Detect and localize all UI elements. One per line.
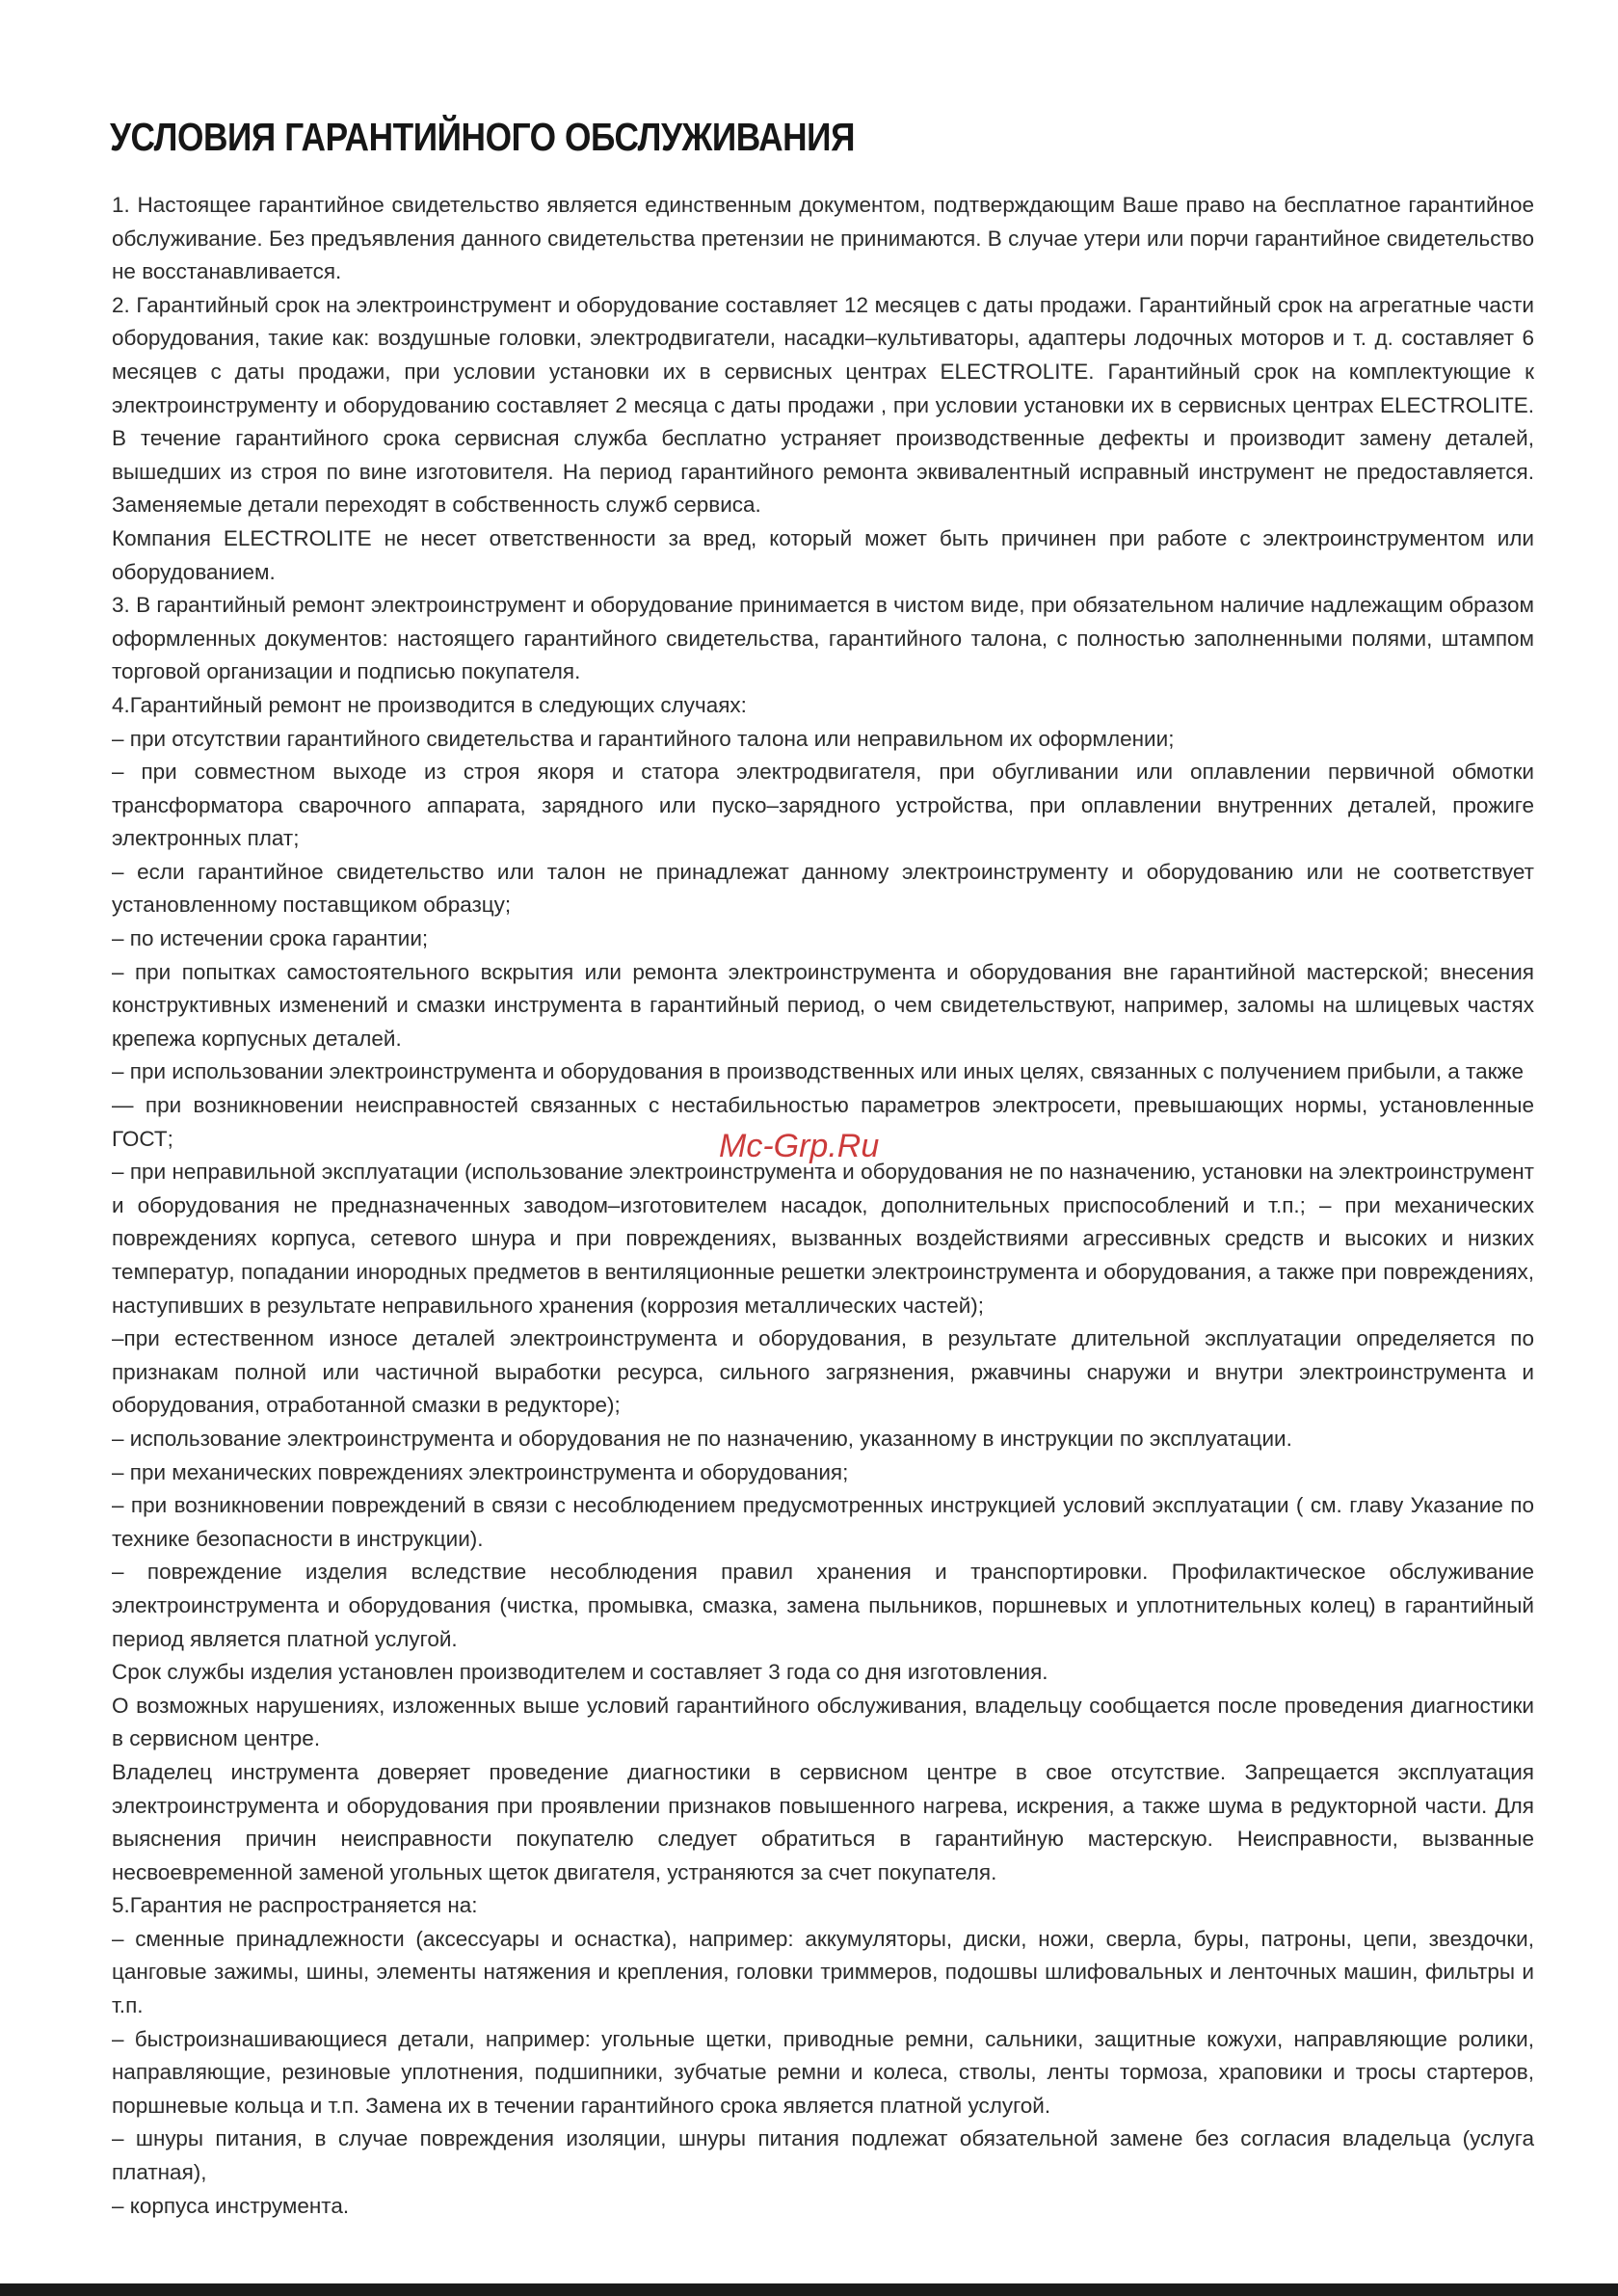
list-item: — при возникновении неисправностей связанных с нестабильностью параметров электросети, превышающих нормы, установленные ГОСТ; [112,1093,1534,1151]
paragraph: 2. Гарантийный срок на электроинструмент и оборудование составляет 12 месяцев с даты продажи. Гарантийный срок на агрегатные части оборудования, такие как: воздушные головки, электродвигатели, насадки–культиваторы, адаптеры лодочных моторов и т. д. составляет 6 месяцев с даты продажи, при условии установки их в сервисных центрах ELECTROLITE. Гарантийный срок на комплектующие к электроинструменту и оборудованию составляет 2 месяца с даты продажи , при условии установки их в сервисных центрах ELECTROLITE. В течение гарантийного срока сервисная служба бесплатно устраняет производственные дефекты и производит замену деталей, вышедших из строя по вине изготовителя. На период гарантийного ремонта эквивалентный исправный инструмент не предоставляется. Заменяемые детали переходят в собственность служб сервиса. [112,292,1534,518]
paragraph: 5.Гарантия не распространяется на: [112,1893,478,1918]
list-item: – по истечении срока гарантии; [112,926,429,951]
list-item: – если гарантийное свидетельство или талон не принадлежат данному электроинструменту и оборудованию или не соответствует установленному поставщиком образцу; [112,859,1534,918]
list-item: – использование электроинструмента и оборудования не по назначению, указанному в инструкции по эксплуатации. [112,1426,1292,1451]
paragraph: О возможных нарушениях, изложенных выше условий гарантийного обслуживания, владельцу сообщается после проведения диагностики в сервисном центре. [112,1693,1534,1751]
list-item: – сменные принадлежности (аксессуары и оснастка), например: аккумуляторы, диски, ножи, сверла, буры, патроны, цепи, звездочки, цанговые зажимы, шины, элементы натяжения и крепления, головки триммеров, подошвы шлифовальных и ленточных машин, фильтры и т.п. [112,1926,1534,2018]
list-item: –при естественном износе деталей электроинструмента и оборудования, в результате длительной эксплуатации определяется по признакам полной или частичной выработки ресурса, сильного загрязнения, ржавчины снаружи и внутри электроинструмента и оборудования, отработанной смазки в редукторе); [112,1326,1534,1418]
paragraph: 3. В гарантийный ремонт электроинструмент и оборудование принимается в чистом виде, при обязательном наличие надлежащим образом оформленных документов: настоящего гарантийного свидетельства, гарантийного талона, с полностью заполненными полями, штампом торговой организации и подписью покупателя. [112,593,1534,684]
list-item: – шнуры питания, в случае повреждения изоляции, шнуры питания подлежат обязательной замене без согласия владельца (услуга платная), [112,2126,1534,2185]
warranty-conditions-text [112,189,1534,2223]
list-item: – корпуса инструмента. [112,2193,350,2218]
page-title: УСЛОВИЯ ГАРАНТИЙНОГО ОБСЛУЖИВАНИЯ [110,115,855,159]
paragraph: Компания ELECTROLITE не несет ответственности за вред, который может быть причинен при работе с электроинструментом или оборудованием. [112,525,1534,584]
bottom-border [0,2283,1618,2296]
paragraph: Владелец инструмента доверяет проведение диагностики в сервисном центре в свое отсутствие. Запрещается эксплуатация электроинструмента и оборудования при проявлении признаков повышенного нагрева, искрения, а также шума в редукторной части. Для выяснения причин неисправности покупателю следует обратиться в гарантийную мастерскую. Неисправности, вызванные несвоевременной заменой угольных щеток двигателя, устраняются за счет покупателя. [112,1759,1534,1884]
list-item: – при совместном выходе из строя якоря и статора электродвигателя, при обугливании или оплавлении первичной обмотки трансформатора сварочного аппарата, зарядного или пуско–зарядного устройства, при оплавлении внутренних деталей, прожиге электронных плат; [112,760,1534,851]
list-item: – при неправильной эксплуатации (использование электроинструмента и оборудования не по назначению, установки на электроинструмент и оборудования не предназначенных заводом–изготовителем насадок, дополнительных приспособлений и т.п.; – при механических повреждениях корпуса, сетевого шнура и при повреждениях, вызванных воздействиями агрессивных средств и высоких и низких температур, попадании инородных предметов в вентиляционные решетки электроинструмента и оборудования, а также при повреждениях, наступивших в результате неправильного хранения (коррозия металлических частей); [112,1160,1534,1318]
list-item: – повреждение изделия вследствие несоблюдения правил хранения и транспортировки. Профилактическое обслуживание электроинструмента и оборудования (чистка, промывка, смазка, замена пыльников, поршневых и уплотнительных колец) в гарантийный период является платной услугой. [112,1560,1534,1651]
list-item: – при использовании электроинструмента и оборудования в производственных или иных целях, связанных с получением прибыли, а также [112,1059,1525,1084]
list-item: – при возникновении повреждений в связи с несоблюдением предусмотренных инструкцией условий эксплуатации ( см. главу Указание по технике безопасности в инструкции). [112,1493,1534,1551]
list-item: – при отсутствии гарантийного свидетельства и гарантийного талона или неправильном их оформлении; [112,726,1175,751]
watermark-text: Mc-Grp.Ru [719,1128,880,1164]
paragraph: Срок службы изделия установлен производителем и составляет 3 года со дня изготовления. [112,1660,1048,1685]
list-item: – быстроизнашивающиеся детали, например: угольные щетки, приводные ремни, сальники, защитные кожухи, направляющие ролики, направляющие, резиновые уплотнения, подшипники, зубчатые ремни и колеса, стволы, ленты тормоза, храповики и тросы стартеров, поршневые кольца и т.п. Замена их в течении гарантийного срока является платной услугой. [112,2026,1534,2118]
list-item: – при попытках самостоятельного вскрытия или ремонта электроинструмента и оборудования вне гарантийной мастерской; внесения конструктивных изменений и смазки инструмента в гарантийный период, о чем свидетельствуют, например, заломы на шлицевых частях крепежа корпусных деталей. [112,959,1534,1051]
list-item: – при механических повреждениях электроинструмента и оборудования; [112,1459,849,1484]
paragraph: 4.Гарантийный ремонт не производится в следующих случаях: [112,692,747,717]
paragraph: 1. Настоящее гарантийное свидетельство является единственным документом, подтверждающим Ваше право на бесплатное гарантийное обслуживание. Без предъявления данного свидетельства претензии не принимаются. В случае утери или порчи гарантийное свидетельство не восстанавливается. [112,193,1534,284]
